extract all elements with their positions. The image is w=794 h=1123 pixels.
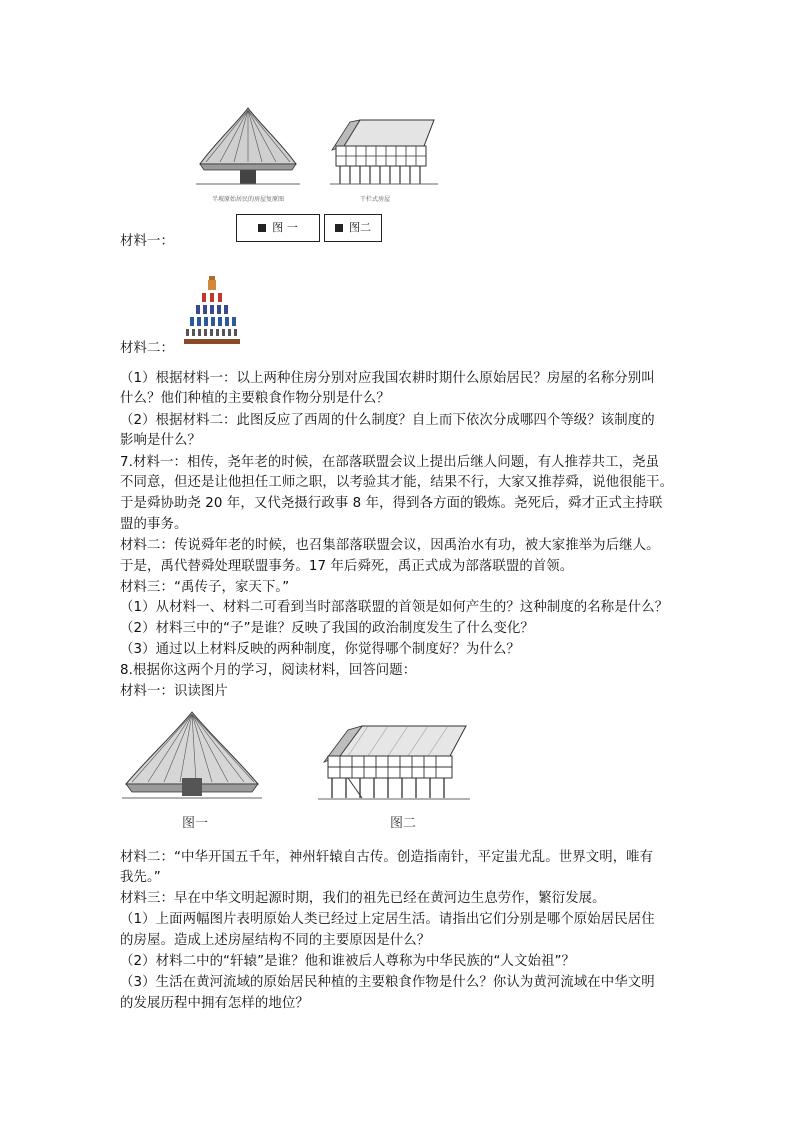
q8-line-9: （3）生活在黄河流域的原始居民种植的主要粮食作物是什么？你认为黄河流域在中华文明 (120, 975, 655, 990)
hut-image-top (196, 104, 300, 190)
q8-line-5: 材料三：早在中华文明起源时期，我们的祖先已经在黄河边生息劳作，繁衍发展。 (120, 891, 606, 906)
q8-line-7: 的房屋。造成上述房屋结构不同的主要原因是什么？ (120, 933, 431, 948)
q7-line-5: 材料二：传说舜年老的时候，也召集部落联盟会议，因禹治水有功，被大家推举为后继人。 (120, 538, 660, 553)
q6-line-3: （2）根据材料二：此图反应了西周的什么制度？自上而下依次分成哪四个等级？该制度的 (120, 413, 655, 428)
figure-label-two (324, 214, 382, 242)
q8-line-6: （1）上面两幅图片表明原始人类已经过上定居生活。请指出它们分别是哪个原始居民居住 (120, 912, 655, 927)
stilt-house-image (318, 722, 470, 804)
figure-one-caption: 图一 (182, 816, 209, 831)
q7-line-8: （1）从材料一、材料二可看到当时部落联盟的首领是如何产生的？这种制度的名称是什么？ (120, 600, 669, 615)
q6-line-4: 影响是什么？ (120, 433, 201, 448)
q8-line-8: （2）材料二中的“轩辕”是谁？他和谁被后人尊称为中华民族的“人文始祖”？ (120, 954, 575, 969)
q7-line-6: 于是，禹代替舜处理联盟事务。17 年后舜死，禹正式成为部落联盟的首领。 (120, 559, 574, 574)
feudal-hierarchy-pyramid-image (182, 276, 242, 346)
q6-line-1: （1）根据材料一：以上两种住房分别对应我国农耕时期什么原始居民？房屋的名称分别叫 (120, 371, 655, 386)
q8-line-10: 的发展历程中拥有怎样的地位？ (120, 996, 309, 1011)
q7-line-9: （2）材料三中的“子”是谁？反映了我国的政治制度发生了什么变化？ (120, 621, 534, 636)
q8-line-4: 我先。” (120, 870, 161, 885)
q7-line-1: 7.材料一：相传，尧年老的时候，在部落联盟会议上提出后继人问题，有人推荐共工，尧虽 (120, 455, 660, 470)
q7-line-10: （3）通过以上材料反映的两种制度，你觉得哪个制度好？为什么？ (120, 642, 520, 657)
material1-label: 材料一： (120, 234, 174, 249)
material2-label: 材料二： (120, 341, 174, 356)
q6-line-2: 什么？他们种植的主要粮食作物分别是什么？ (120, 391, 390, 406)
q8-line-3: 材料二：“中华开国五千年，神州轩辕自古传。创造指南针，平定蚩尤乱。世界文明，唯有 (120, 850, 654, 865)
stilt-house-image-top (330, 116, 438, 190)
q8-line-2: 材料一：识读图片 (120, 684, 228, 699)
caption-stilt-house: 干栏式房屋 (360, 196, 391, 203)
caption-banpo-house: 半坡原始居民的房屋复原图 (212, 196, 285, 203)
q7-line-4: 盟的事务。 (120, 517, 188, 532)
figure-two-caption: 图二 (390, 816, 417, 831)
figure-label-one (236, 214, 320, 242)
banpo-hut-image (122, 708, 262, 804)
q8-line-1: 8.根据你这两个月的学习，阅读材料，回答问题： (120, 663, 417, 678)
figure-label-one-text: 图 一 (272, 221, 298, 234)
q7-line-7: 材料三：“禹传子，家天下。” (120, 580, 290, 595)
figure-label-two-text: 图二 (349, 221, 371, 234)
q7-line-2: 不同意，但还是让他担任工师之职，以考验其才能，结果不行，大家又推荐舜，说他很能干。 (120, 475, 674, 490)
q7-line-3: 于是舜协助尧 20 年，又代尧摄行政事 8 年，得到各方面的锻炼。尧死后，舜才正式主持联 (120, 496, 663, 511)
